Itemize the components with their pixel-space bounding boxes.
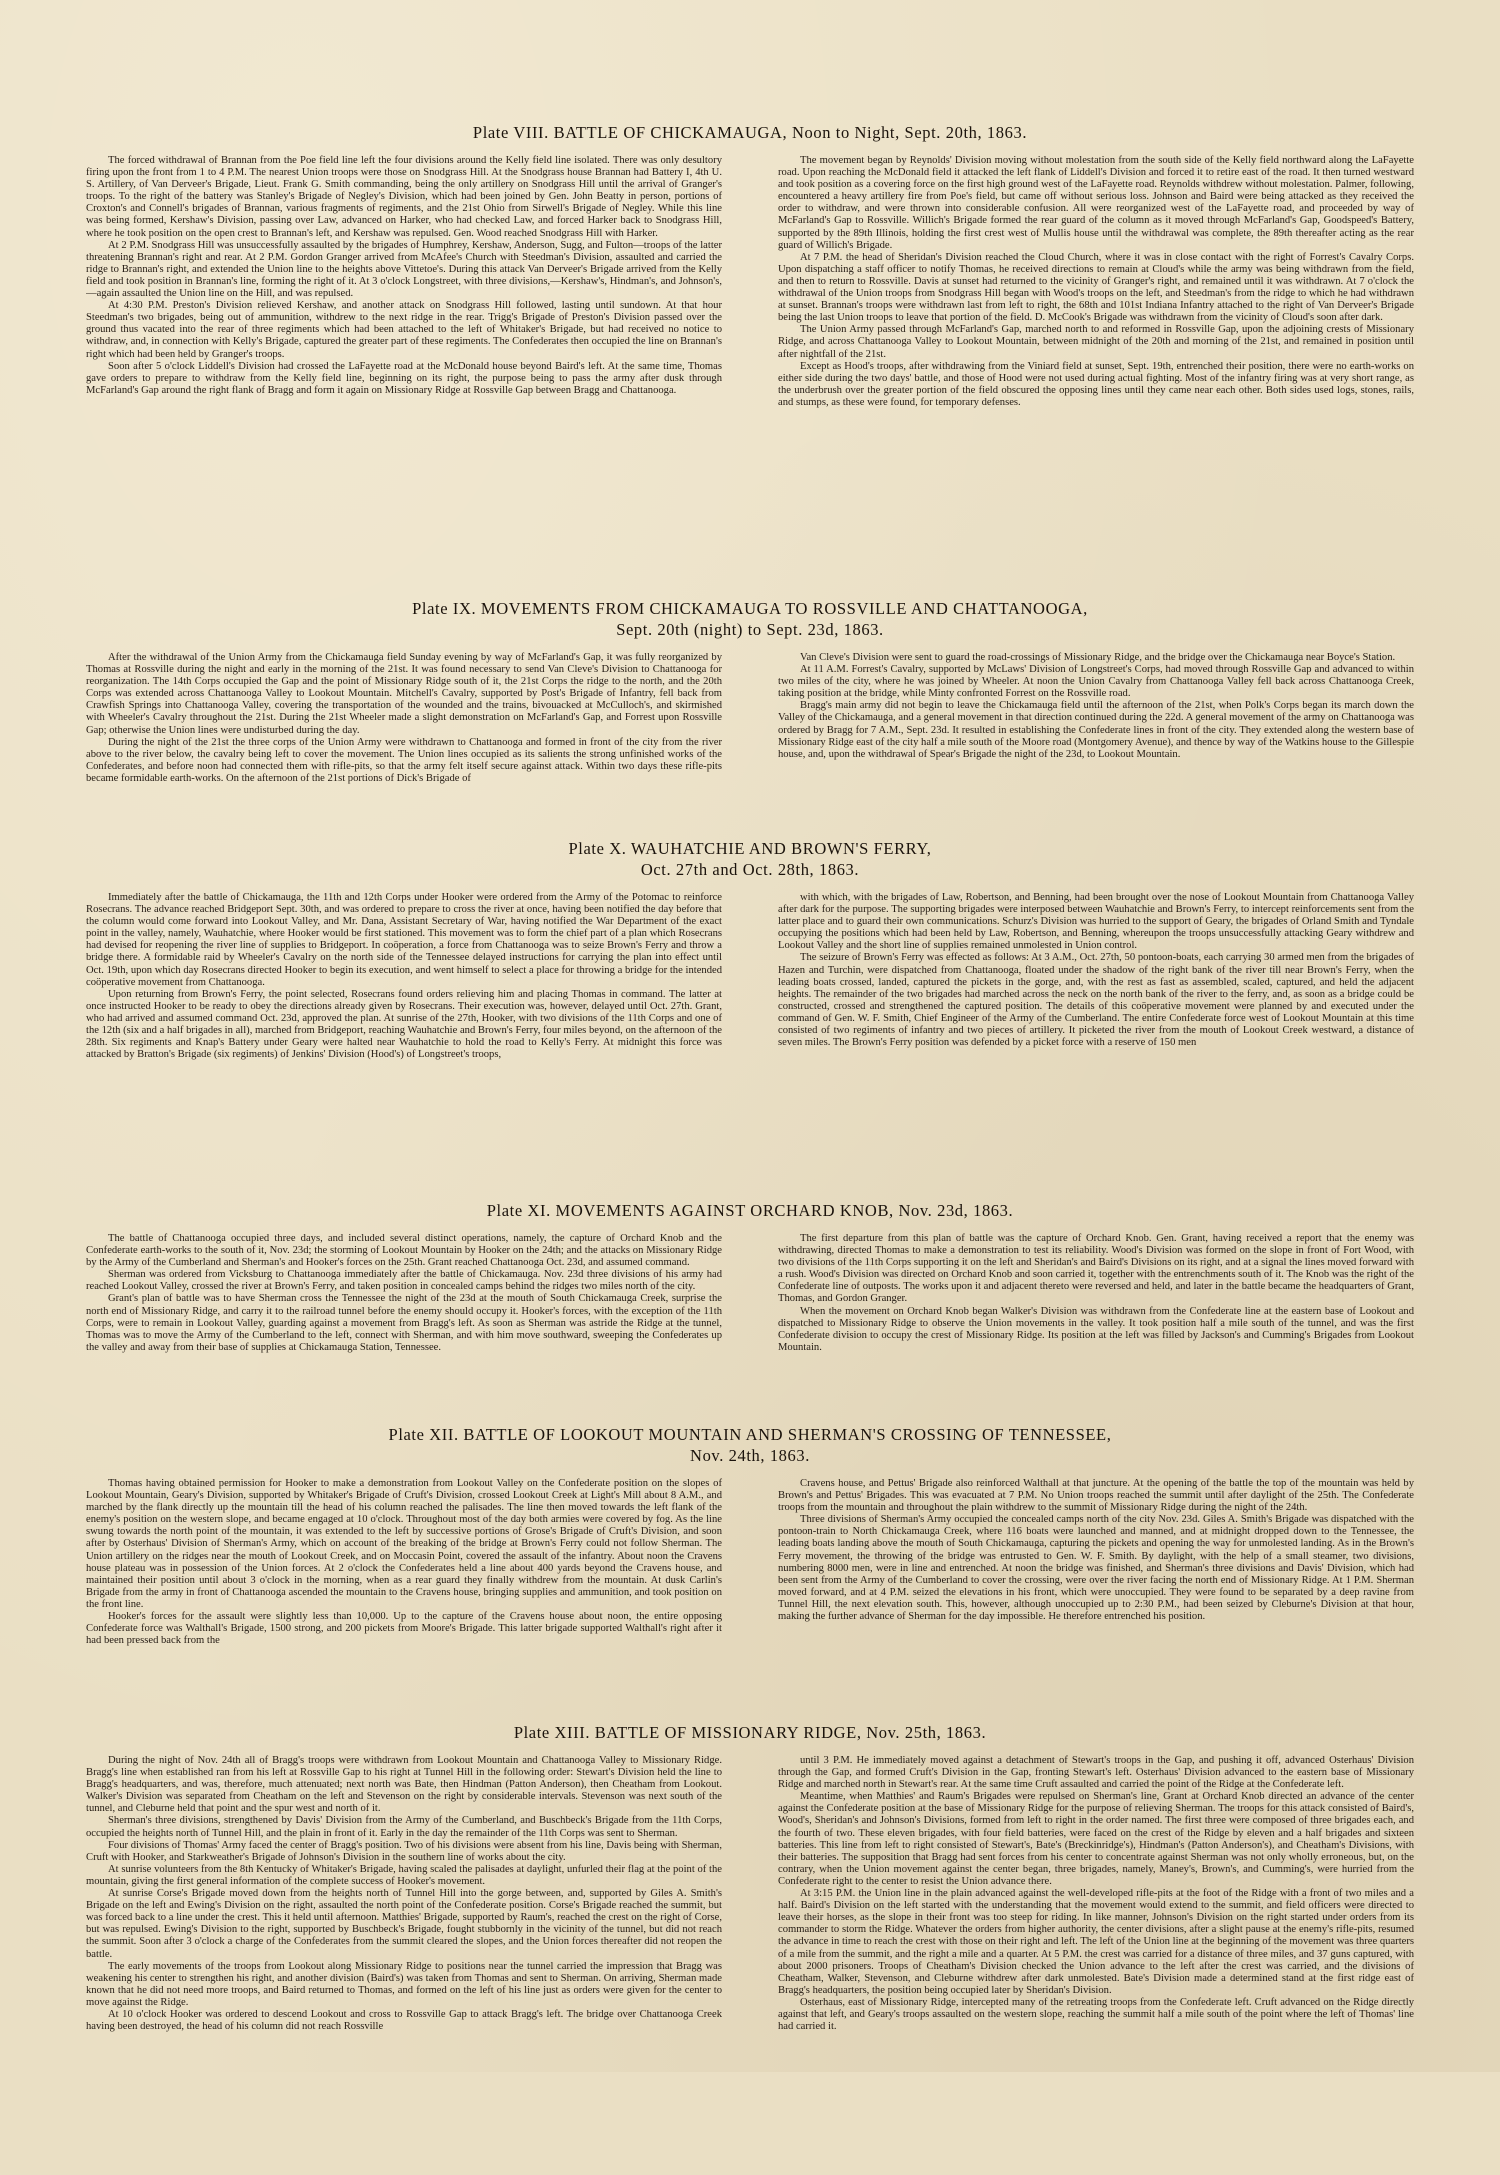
left-column xyxy=(86,155,722,580)
paragraph: with which, with the brigades of Law, Robertson, and Benning, had been brought over the nose of Lookout Mountain from Chattanooga Valley after dark for the purpose. The supporting brigades were interposed between Wauhatchie and Brown's Ferry, to intercept reinforcements sent from the latter place and to guard their own communications. Schurz's Division was hurried to the support of Geary, the brigades of Orland Smith and Tyndale occupying the positions which had been held by Law, Robertson, and Benning, whereupon the troops unsuccessfully attacking Geary withdrew and Lookout Valley and the short line of supplies remained unmolested in Union control. xyxy=(778,892,1414,952)
right-column xyxy=(778,1478,1414,1708)
plate-title-main: Plate IX. MOVEMENTS FROM CHICKAMAUGA TO ROSSVILLE AND CHATTANOOGA, xyxy=(412,599,1088,618)
left-column xyxy=(86,1478,722,1708)
plate-title-main: Plate XIII. BATTLE OF MISSIONARY RIDGE, Nov. 25th, 1863. xyxy=(513,1723,987,1742)
plate-title-main: Plate XII. BATTLE OF LOOKOUT MOUNTAIN AND SHERMAN'S CROSSING OF TENNESSEE, xyxy=(388,1425,1112,1444)
plate-ix xyxy=(86,598,1414,834)
paragraph: Thomas having obtained permission for Hooker to make a demonstration from Lookout Valley on the Confederate position on the slopes of Lookout Mountain, Geary's Division, supported by Whitaker's Brigade of Cruft's Division, crossed Lookout Creek at Light's Mill about 8 A.M., and marched by the flank directly up the mountain till the head of his column reached the palisades. The line then moved towards the left flank of the enemy's position on the western slope, and became engaged at 10 o'clock. Throughout most of the day both armies were covered by fog. As the line swung towards the north point of the mountain, it was extended to the left by successive portions of Grose's Brigade of Cruft's Division, and soon after by Osterhaus' Division of Sherman's Army, which on account of the breaking of the bridge at Brown's Ferry could not follow Sherman. The Union artillery on the ridges near the mouth of Lookout Creek, and on Moccasin Point, covered the assault of the infantry. About noon the Cravens house plateau was in possession of the Union forces. At 2 o'clock the Confederates held a line about 400 yards beyond the Cravens house, and maintained their position until about 3 o'clock in the morning, when as a rear guard they finally withdrew from the mountain. At dusk Carlin's Brigade from the army in front of Chattanooga ascended the mountain to the Cravens house, bringing supplies and ammunition, and took position on the front line. xyxy=(86,1478,722,1610)
plate-subtitle: Sept. 20th (night) to Sept. 23d, 1863. xyxy=(616,620,884,639)
paragraph: When the movement on Orchard Knob began Walker's Division was withdrawn from the Confederate line at the eastern base of Lookout and dispatched to Missionary Ridge to observe the Union movements in the valley. It took position half a mile south of the tunnel, and was the first Confederate division to occupy the crest of Missionary Ridge. Its position at the left was filled by Jackson's and Cumming's Brigades from Lookout Mountain. xyxy=(778,1305,1414,1353)
plate-title xyxy=(86,1722,1414,1743)
plate-title xyxy=(86,1424,1414,1466)
plate-xiii xyxy=(86,1722,1414,2175)
paragraph: Immediately after the battle of Chickamauga, the 11th and 12th Corps under Hooker were ordered from the Army of the Potomac to reinforce Rosecrans. The advance reached Bridgeport Sept. 30th, and was ordered to prepare to cross the river at once, having been notified the day before that the column would come forward into Lookout Valley, and Mr. Dana, Assistant Secretary of War, having notified the War Department of the exact point in the valley, namely, Wauhatchie, where Hooker would be first stationed. This movement was to form the chief part of a plan which Rosecrans had devised for reopening the river line of supplies to Bridgeport. In coöperation, a force from Chattanooga was to seize Brown's Ferry and throw a bridge there. A formidable raid by Wheeler's Cavalry on the north side of the Tennessee delayed instructions for carrying the plan into effect until Oct. 19th, upon which day Rosecrans directed Hooker to begin its execution, and went himself to select a place for throwing a bridge for the intended coöperative movement from Chattanooga. xyxy=(86,892,722,988)
paragraph: The seizure of Brown's Ferry was effected as follows: At 3 A.M., Oct. 27th, 50 pontoon-boats, each carrying 30 armed men from the brigades of Hazen and Turchin, were dispatched from Chattanooga, floated under the shadow of the right bank of the river till near Brown's Ferry, when the leading boats crossed, landed, captured the pickets in the gorge, and, with the rest as fast as assembled, scaled, captured, and held the adjacent heights. The remainder of the two brigades had marched across the neck on the north bank of the river to the ferry, and, as soon as a bridge could be constructed, crossed and strengthened the captured position. The details of this coöperative movement were planned by and executed under the command of Gen. W. F. Smith, Chief Engineer of the Army of the Cumberland. The entire Confederate force west of Lookout Mountain at this time consisted of two regiments of infantry and two pieces of artillery. It picketed the river from the mouth of Lookout Creek westward, a distance of seven miles. The Brown's Ferry position was defended by a picket force with a reserve of 150 men xyxy=(778,952,1414,1049)
paragraph: The Union Army passed through McFarland's Gap, marched north to and reformed in Rossville Gap, upon the adjoining crests of Missionary Ridge, and across Chattanooga Valley to Lookout Mountain, between midnight of the 20th and morning of the 21st, and remained in position until after nightfall of the 21st. xyxy=(778,324,1414,360)
plate-columns xyxy=(86,1478,1414,1708)
paragraph: Sherman was ordered from Vicksburg to Chattanooga immediately after the battle of Chickamauga. Nov. 23d three divisions of his army had reached Lookout Valley, crossed the river at Brown's Ferry, and taken position in concealed camps behind the ridges two miles north of the city. xyxy=(86,1269,722,1293)
paragraph: Cravens house, and Pettus' Brigade also reinforced Walthall at that juncture. At the opening of the battle the top of the mountain was held by Brown's and Pettus' Brigades. This was evacuated at 7 P.M. No Union troops reached the summit until after daylight of the 25th. The Confederate troops from the mountain and throughout the plain withdrew to the summit of Missionary Ridge during the night of the 24th. xyxy=(778,1478,1414,1514)
right-column xyxy=(778,1755,1414,2175)
paragraph: Bragg's main army did not begin to leave the Chickamauga field until the afternoon of the 21st, when Polk's Corps began its march down the Valley of the Chickamauga, and a general movement in that direction continued during the 22d. A general movement of the army on Chattanooga was ordered by Bragg for 7 A.M., Sept. 23d. It resulted in establishing the Confederate lines in front of the city. They extended along the western base of Missionary Ridge east of the city half a mile south of the Moore road (Montgomery Avenue), and thence by way of the Watkins house to the Gillespie house, and, upon the withdrawal of Spear's Brigade the night of the 23d, to Lookout Mountain. xyxy=(778,700,1414,760)
paragraph: The battle of Chattanooga occupied three days, and included several distinct operations, namely, the capture of Orchard Knob and the Confederate earth-works to the south of it, Nov. 23d; the storming of Lookout Mountain by Hooker on the 24th; and the attacks on Missionary Ridge by the Army of the Cumberland and Sherman's and Hooker's forces on the 25th. Grant reached Chattanooga Oct. 23d, and assumed command. xyxy=(86,1233,722,1269)
plate-columns xyxy=(86,1755,1414,2175)
plate-xii xyxy=(86,1424,1414,1708)
plate-title xyxy=(86,598,1414,640)
paragraph: Grant's plan of battle was to have Sherman cross the Tennessee the night of the 23d at the mouth of South Chickamauga Creek, surprise the north end of Missionary Ridge, and carry it to the railroad tunnel before the enemy should occupy it. Hooker's forces, with the exception of the 11th Corps, were to remain in Lookout Valley, guarding against a movement from Bragg's left. As soon as Sherman was astride the Ridge at the tunnel, Thomas was to move the Army of the Cumberland to the left, connect with Sherman, and with him move southward, sweeping the Confederates up the valley and away from their base of supplies at Chickamauga Station, Tennessee. xyxy=(86,1293,722,1353)
paragraph: Four divisions of Thomas' Army faced the center of Bragg's position. Two of his divisions were absent from his line, Davis being with Sherman, Cruft with Hooker, and Starkweather's Brigade of Johnson's Division in the southern line of works about the city. xyxy=(86,1839,722,1863)
left-column xyxy=(86,652,722,834)
plate-viii xyxy=(86,122,1414,580)
plate-columns xyxy=(86,155,1414,580)
paragraph: During the night of Nov. 24th all of Bragg's troops were withdrawn from Lookout Mountain and Chattanooga Valley to Missionary Ridge. Bragg's line when established ran from his left at Rossville Gap to his right at Tunnel Hill in the following order: Stewart's Division held the line to Bragg's headquarters, and was, therefore, much attenuated; next north was Bate, then Hindman (Patton Anderson), then Cheatham from Lookout. Walker's Division was separated from Cheatham on the left and Stevenson on the right by considerable intervals. Stevenson was next south of the tunnel, and Cleburne held that point and the spur west and north of it. xyxy=(86,1755,722,1815)
paragraph: The early movements of the troops from Lookout along Missionary Ridge to positions near the tunnel carried the impression that Bragg was weakening his center to strengthen his right, and another division (Baird's) was taken from Thomas and sent to Sherman. On arriving, Sherman made known that he did not need more troops, and Baird returned to Thomas, and formed on the left of his line just as orders were given for the center to move against the Ridge. xyxy=(86,1960,722,2008)
plate-title-main: Plate XI. MOVEMENTS AGAINST ORCHARD KNOB, Nov. 23d, 1863. xyxy=(486,1201,1014,1220)
paragraph: At 7 P.M. the head of Sheridan's Division reached the Cloud Church, where it was in close contact with the right of Forrest's Cavalry Corps. Upon dispatching a staff officer to notify Thomas, he received directions to remain at Cloud's while the army was being withdrawn from the field, and then to return to Rossville. Davis at sunset had returned to the vicinity of Granger's right, and remained until it was withdrawn. At 7 o'clock the withdrawal of the Union troops from Snodgrass Hill began with Wood's troops on the left, and Steedman's from the ridge to which he had withdrawn at sunset. Brannan's troops were withdrawn last from left to right, the 68th and 101st Indiana Infantry attached to the right of Van Derveer's Brigade being the last Union troops to leave that portion of the field. D. McCook's Brigade was withdrawn from the vicinity of Cloud's soon after dark. xyxy=(778,251,1414,324)
plate-columns xyxy=(86,1233,1414,1410)
plate-title-main: Plate VIII. BATTLE OF CHICKAMAUGA, Noon to Night, Sept. 20th, 1863. xyxy=(472,123,1028,142)
right-column xyxy=(778,892,1414,1186)
plate-xi xyxy=(86,1200,1414,1410)
plate-x xyxy=(86,838,1414,1186)
paragraph: Except as Hood's troops, after withdrawing from the Viniard field at sunset, Sept. 19th, entrenched their position, there were no earth-works on either side during the two days' battle, and those of Hood were not used during actual fighting. Most of the infantry firing was at very short range, as the underbrush over the greater portion of the field obscured the opposing lines until they came near each other. Both sides used logs, stones, rails, and stumps, as these were found, for temporary defenses. xyxy=(778,360,1414,408)
plate-title xyxy=(86,122,1414,143)
paragraph: Upon returning from Brown's Ferry, the point selected, Rosecrans found orders relieving him and placing Thomas in command. The latter at once instructed Hooker to be ready to obey the directions already given by Rosecrans. Their execution was, however, delayed until Oct. 27th. Grant, who had arrived and assumed command Oct. 23d, approved the plan. At sunrise of the 27th, Hooker, with two divisions of the 11th Corps and one of the 12th (six and a half brigades in all), marched from Bridgeport, reaching Wauhatchie and Brown's Ferry, four miles beyond, on the afternoon of the 28th. Six regiments and Knap's Battery under Geary were halted near Wauhatchie to hold the road to Kelly's Ferry. At midnight this force was attacked by Bratton's Brigade (six regiments) of Jenkins' Division (Hood's) of Longstreet's troops, xyxy=(86,988,722,1061)
paragraph: At 11 A.M. Forrest's Cavalry, supported by McLaws' Division of Longstreet's Corps, had moved through Rossville Gap and advanced to within two miles of the city, where he was joined by Wheeler. At noon the Union Cavalry from Chattanooga Valley fell back across Chattanooga Creek, taking position at the bridge, while Minty confronted Forrest on the Rossville road. xyxy=(778,664,1414,700)
plate-columns xyxy=(86,892,1414,1186)
left-column xyxy=(86,892,722,1186)
paragraph: The movement began by Reynolds' Division moving without molestation from the south side of the Kelly field northward along the LaFayette road. Upon reaching the McDonald field it attacked the left flank of Liddell's Division and forced it to retire east of the road. It then turned westward and took position as a covering force on the first high ground west of the LaFayette road. Reynolds withdrew without molestation. Palmer, following, encountered a heavy artillery fire from Poe's field, but came off without serious loss. Johnson and Baird were being attacked as they received the order to withdraw, and were thrown into considerable confusion. All were reorganized west of the LaFayette road, and proceeded by way of McFarland's Gap to Rossville. Willich's Brigade formed the rear guard of the column as it moved through McFarland's Gap, Goodspeed's Battery, supported by the 89th Illinois, holding the first crest west of Mullis house until the withdrawal was complete, the 89th thereafter acting as the rear guard of Willich's Brigade. xyxy=(778,155,1414,251)
paragraph: Three divisions of Sherman's Army occupied the concealed camps north of the city Nov. 23d. Giles A. Smith's Brigade was dispatched with the pontoon-train to North Chickamauga Creek, where 116 boats were launched and manned, and at midnight dropped down to the Tennessee, the leading boats landing above the mouth of South Chickamauga, capturing the pickets and opening the way for unmolested landing. As in the Brown's Ferry movement, the throwing of the bridge was entrusted to Gen. W. F. Smith. By daylight, with the help of a small steamer, two divisions, numbering 8000 men, were in line and entrenched. At noon the bridge was finished, and Sherman's three divisions and Davis' Division, which had been sent from the Army of the Cumberland to cover the crossing, were over the river facing the north end of Missionary Ridge. At 1 P.M. Sherman moved forward, and at 4 P.M. seized the elevations in his front, which were unoccupied. They were found to be separated by a deep ravine from Tunnel Hill, the next elevation south. This, however, although unoccupied up to 2:30 P.M., had been seized by Cleburne's Division at that hour, making the further advance of Sherman for the day impossible. He therefore entrenched his position. xyxy=(778,1514,1414,1623)
paragraph: The first departure from this plan of battle was the capture of Orchard Knob. Gen. Grant, having received a report that the enemy was withdrawing, directed Thomas to make a demonstration to test its reliability. Wood's Division was formed on the slope in front of Fort Wood, with two divisions of the 11th Corps supporting it on the left and Sheridan's and Baird's Divisions on its right, and at a signal the lines moved forward with a rush. Wood's Division was directed on Orchard Knob and soon carried it, together with the entrenchments south of it. The Knob was the right of the Confederate line of outposts. The works upon it and adjacent thereto were reversed and held, and later in the battle became the headquarters of Grant, Thomas, and Gordon Granger. xyxy=(778,1233,1414,1305)
paragraph: The forced withdrawal of Brannan from the Poe field line left the four divisions around the Kelly field line isolated. There was only desultory firing upon the front from 1 to 4 P.M. The nearest Union troops were those on Snodgrass Hill. At the Snodgrass house Brannan had Battery I, 4th U. S. Artillery, of Van Derveer's Brigade, Lieut. Frank G. Smith commanding, being the only artillery on Snodgrass Hill until the arrival of Granger's troops. To the right of the battery was Stanley's Brigade of Negley's Division, which had been joined by Gen. John Beatty in person, portions of Croxton's and Connell's brigades of Brannan, various fragments of regiments, and the 21st Ohio from Sirwell's Brigade of Negley. While this line was being formed, Kershaw's Division, passing over Law, advanced on Harker, who had checked Law, and forced Harker back to Snodgrass Hill, where he took position on the open crest to Brannan's left, and Kershaw was repulsed. Gen. Wood reached Snodgrass Hill with Harker. xyxy=(86,155,722,239)
plate-title-main: Plate X. WAUHATCHIE AND BROWN'S FERRY, xyxy=(568,839,932,858)
left-column xyxy=(86,1755,722,2175)
paragraph: At 10 o'clock Hooker was ordered to descend Lookout and cross to Rossville Gap to attack Bragg's left. The bridge over Chattanooga Creek having been destroyed, the head of his column did not reach Rossville xyxy=(86,2008,722,2033)
paragraph: At sunrise volunteers from the 8th Kentucky of Whitaker's Brigade, having scaled the palisades at daylight, unfurled their flag at the point of the mountain, giving the first general information of the complete success of Hooker's movement. xyxy=(86,1863,722,1887)
plate-title xyxy=(86,1200,1414,1221)
plate-subtitle: Oct. 27th and Oct. 28th, 1863. xyxy=(640,860,860,879)
paragraph: until 3 P.M. He immediately moved against a detachment of Stewart's troops in the Gap, and pushing it off, advanced Osterhaus' Division through the Gap, and formed Cruft's Division in the Gap, fronting Stewart's left. Osterhaus' Division advanced to the eastern base of Missionary Ridge and marched north in Stewart's rear. At the same time Cruft assaulted and carried the point of the Ridge at the Confederate left. xyxy=(778,1755,1414,1791)
paragraph: After the withdrawal of the Union Army from the Chickamauga field Sunday evening by way of McFarland's Gap, it was fully reorganized by Thomas at Rossville during the night and early in the morning of the 21st. It was found necessary to send Van Cleve's Division to Chattanooga for reorganization. The 14th Corps occupied the Gap and the point of Missionary Ridge south of it, the 21st Corps the ridge to the north, and the 20th Corps was extended across Chattanooga Valley to Lookout Mountain. Mitchell's Cavalry, supported by Post's Brigade of Infantry, fell back from Crawfish Springs into Chattanooga Valley, covering the transportation of the wounded and the trains, bivouacked at McCulloch's, and skirmished with Wheeler's Cavalry throughout the 21st. During the 21st Wheeler made a slight demonstration on McFarland's Gap, and Forrest upon Rossville Gap; otherwise the Union lines were undisturbed during the day. xyxy=(86,652,722,736)
paragraph: At 4:30 P.M. Preston's Division relieved Kershaw, and another attack on Snodgrass Hill followed, lasting until sundown. At that hour Steedman's two brigades, being out of ammunition, withdrew to the next ridge in the rear. Trigg's Brigade of Preston's Division passed over the ground thus vacated into the rear of three regiments which had been attached to the left of Whitaker's Brigade, but had received no notice to withdraw, and, in connection with Kelly's Brigade, captured the greater part of these regiments. The Confederates then occupied the line on Brannan's right which had been held by Granger's troops. xyxy=(86,300,722,360)
paragraph: Osterhaus, east of Missionary Ridge, intercepted many of the retreating troops from the Confederate left. Cruft advanced on the Ridge directly against that left, and Geary's troops assaulted on the western slope, reaching the summit half a mile south of the point where the left of Thomas' line had carried it. xyxy=(778,1996,1414,2033)
left-column xyxy=(86,1233,722,1410)
paragraph: Soon after 5 o'clock Liddell's Division had crossed the LaFayette road at the McDonald house beyond Baird's left. At the same time, Thomas gave orders to prepare to withdraw from the Kelly field line, beginning on its right, the purpose being to pass the army after dusk through McFarland's Gap around the right flank of Bragg and form it again on Missionary Ridge at Rossville Gap between Bragg and Chattanooga. xyxy=(86,360,722,396)
plate-subtitle: Nov. 24th, 1863. xyxy=(690,1446,810,1465)
right-column xyxy=(778,652,1414,834)
right-column xyxy=(778,1233,1414,1410)
paragraph: At sunrise Corse's Brigade moved down from the heights north of Tunnel Hill into the gorge between, and, supported by Giles A. Smith's Brigade on the left and Ewing's Division on the right, assaulted the north point of the Confederate position. Corse's Brigade reached the summit, but was forced back to a line under the crest. This it held until afternoon. Matthies' Brigade, supported by Raum's, reached the crest on the right of Corse, but was repulsed. Ewing's Division to the right, supported by Buschbeck's Brigade, fought stubbornly in the vicinity of the tunnel, but did not reach the summit. Soon after 3 o'clock a charge of the Confederates from the summit cleared the slopes, and the Union forces thereafter did not reopen the battle. xyxy=(86,1888,722,1960)
paragraph: During the night of the 21st the three corps of the Union Army were withdrawn to Chattanooga and formed in front of the city from the river above to the river below, the cavalry being left to cover the movement. The Union lines occupied as its salients the strong unfinished works of the Confederates, and before noon had connected them with rifle-pits, so that the army felt itself secure against attack. Within two days these rifle-pits became formidable earth-works. On the afternoon of the 21st portions of Dick's Brigade of xyxy=(86,736,722,784)
plate-title xyxy=(86,838,1414,880)
plate-columns xyxy=(86,652,1414,834)
paragraph: Sherman's three divisions, strengthened by Davis' Division from the Army of the Cumberland, and Buschbeck's Brigade from the 11th Corps, occupied the heights north of Tunnel Hill, and the plain in front of it. Early in the day the remainder of the 11th Corps was sent to Sherman. xyxy=(86,1815,722,1839)
paragraph: Van Cleve's Division were sent to guard the road-crossings of Missionary Ridge, and the bridge over the Chickamauga near Boyce's Station. xyxy=(800,652,1396,663)
paragraph: At 2 P.M. Snodgrass Hill was unsuccessfully assaulted by the brigades of Humphrey, Kershaw, Anderson, Sugg, and Fulton—troops of the latter threatening Brannan's right and rear. At 2 P.M. Gordon Granger arrived from McAfee's Church with Steedman's Division, assaulted and carried the ridge to Brannan's right, and extended the Union line to the heights above Vittetoe's. During this attack Van Derveer's Brigade arrived from the Kelly field and took position in Brannan's line, forming the right of it. At 3 o'clock Longstreet, with three divisions,—Kershaw's, Hindman's, and Johnson's,—again assaulted the Union line on the Hill, and was repulsed. xyxy=(86,239,722,300)
paragraph: Meantime, when Matthies' and Raum's Brigades were repulsed on Sherman's line, Grant at Orchard Knob directed an advance of the center against the Confederate position at the base of Missionary Ridge for the purpose of relieving Sherman. The troops for this attack consisted of Baird's, Wood's, Sheridan's and Johnson's Divisions, formed from left to right in the order named. The first three were composed of three brigades each, and the fourth of two. These eleven brigades, with four field batteries, were faced on the crest of the Ridge by eleven and a half brigades and sixteen batteries. This line from left to right consisted of Stewart's, Bate's (Breckinridge's), Hindman's (Patton Anderson's), and Cheatham's Divisions, with their batteries. The supposition that Bragg had sent forces from his center to concentrate against Sherman was not only wholly erroneous, but, on the contrary, when the Union movement against the center began, three brigades, namely, Maney's, Brown's, and Cumming's, were hurried from the Confederate right to the center to resist the Union advance there. xyxy=(778,1791,1414,1887)
paragraph: At 3:15 P.M. the Union line in the plain advanced against the well-developed rifle-pits at the foot of the Ridge with a front of two miles and a half. Baird's Division on the left started with the understanding that the movement would extend to the summit, and field officers were directed to leave their horses, as the slope in their front was too steep for riding. In like manner, Johnson's Division on the right started under orders from its commander to storm the Ridge. Whatever the orders from higher authority, the center divisions, after a slight pause at the enemy's rifle-pits, resumed the advance in time to reach the crest with those on their right and left. The left of the Union line at the beginning of the movement was three quarters of a mile from the summit, and the right a mile and a quarter. At 5 P.M. the crest was carried for a distance of three miles, and 37 guns captured, with about 2000 prisoners. Troops of Cheatham's Division checked the Union advance to the left after the crest was carried, and the divisions of Cheatham, Walker, Stevenson, and Cleburne withdrew after dark unmolested. Bate's Division made a determined stand at the first ridge east of Bragg's headquarters, the position being occupied later by Sheridan's Division. xyxy=(778,1888,1414,1996)
right-column xyxy=(778,155,1414,580)
paragraph: Hooker's forces for the assault were slightly less than 10,000. Up to the capture of the Cravens house about noon, the entire opposing Confederate force was Walthall's Brigade, 1500 strong, and 200 pickets from Moore's Brigade. This latter brigade supported Walthall's right after it had been pressed back from the xyxy=(86,1611,722,1647)
